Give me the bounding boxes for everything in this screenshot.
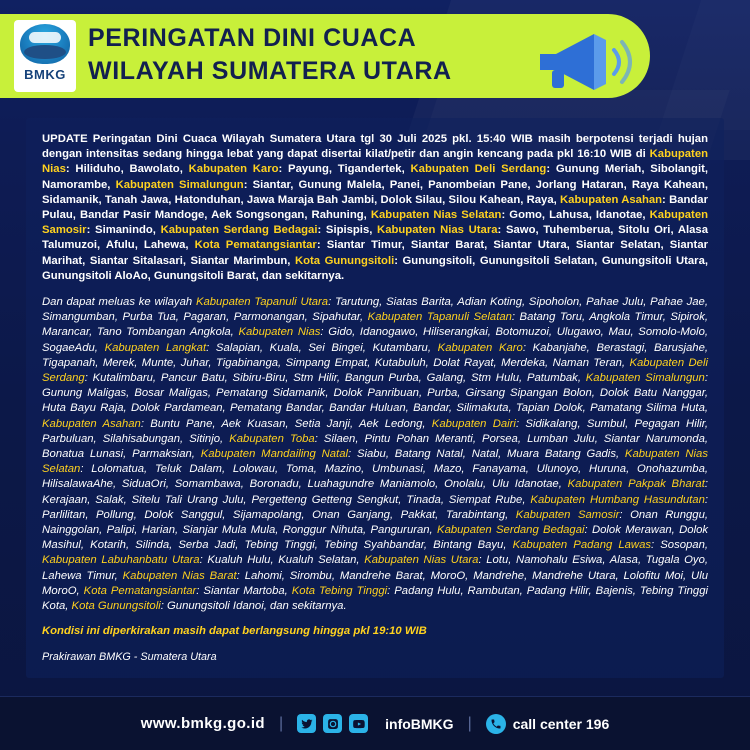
body-text: : Sawo, Tuhemberua, Sitolu Ori, Alasa Talumuzoi, Afulu, Lahewa, [42, 224, 708, 252]
social-icons-group [297, 714, 368, 733]
twitter-icon[interactable] [297, 714, 316, 733]
call-center-group [486, 714, 610, 734]
body-text: : Kabanjahe, Berastagi, Barusjahe, Tigapanah, Merek, Munte, Juhar, Tigabinanga, Simpang Empat, Kutabuluh, Dolat Rayat, Merdeka, Naman Teran, [42, 341, 709, 369]
body-text: : Sidikalang, Sumbul, Pegagan Hilir, Parbuluan, Silahisabungan, Sitinjo, [42, 417, 709, 445]
body-text: : Gunungsitoli, Gunungsitoli Selatan, Gunungsitoli Utara, Gunungsitoli AloAo, Gunungsitoli Barat, dan sekitarnya. [42, 254, 709, 282]
body-text: : Kerajaan, Salak, Sitelu Tali Urang Julu, Pergetteng Getteng Sengkut, Tinada, Siempat Rube, [42, 478, 708, 506]
footer-divider-1: | [278, 714, 284, 732]
body-text: : Lotu, Namohalu Esiwa, Alasa, Tugala Oyo, Lahewa Timur, [42, 554, 708, 582]
poster-header [0, 0, 750, 110]
region-highlight: Kabupaten Tapanuli Utara [195, 296, 329, 309]
body-text: : Padang Hulu, Rambutan, Padang Hilir, Bajenis, Tebing Tinggi Kota, [42, 584, 709, 613]
region-highlight: Kabupaten Langkat [104, 341, 207, 354]
region-highlight: Kabupaten Dairi [431, 417, 516, 430]
bmkg-logo [14, 20, 76, 92]
region-highlight: Kabupaten Toba [229, 432, 315, 445]
region-highlight: Kabupaten Labuhanbatu Utara [42, 554, 200, 567]
region-highlight: Kabupaten Simalungun [585, 372, 705, 385]
title-line-2: WILAYAH SUMATERA UTARA [88, 57, 452, 85]
bmkg-logo-text: BMKG [24, 67, 66, 82]
bmkg-emblem-icon [20, 24, 70, 64]
body-text: : Simanindo, [86, 224, 161, 237]
body-text: : Gunung Meriah, Sibolangit, Namorambe, [42, 163, 708, 191]
body-text: : Gomo, Lahusa, Idanotae, [501, 209, 650, 222]
region-highlight: Kabupaten Nias [238, 326, 321, 339]
region-highlight: Kabupaten Asahan [42, 417, 141, 430]
region-highlight: Kabupaten Nias Utara [364, 554, 479, 567]
body-text: : Buntu Pane, Aek Kuasan, Setia Janji, Aek Ledong, [140, 417, 432, 430]
body-text: : Siantar Martoba, [196, 584, 292, 597]
footer-website[interactable]: www.bmkg.go.id [140, 715, 265, 732]
region-highlight: Kabupaten Samosir [515, 508, 620, 521]
poster-footer [0, 696, 750, 750]
region-highlight: Kabupaten Nias Selatan [370, 209, 502, 222]
region-highlight: Kabupaten Nias Utara [377, 224, 498, 237]
body-text: Dan dapat meluas ke wilayah [42, 296, 196, 309]
warning-paragraph-2 [42, 295, 708, 614]
region-highlight: Kabupaten Asahan [560, 193, 663, 206]
body-text: : Sipispis, [317, 224, 378, 237]
region-highlight: Kabupaten Serdang Bedagai [437, 524, 585, 537]
region-highlight: Kabupaten Padang Lawas [512, 539, 652, 552]
body-text: : Hiliduho, Bawolato, [65, 163, 189, 176]
body-text: : Gido, Idanogawo, Hiliserangkai, Botomuzoi, Ulugawo, Mau, Somolo-Molo, SogaeAdu, [42, 326, 708, 354]
region-highlight: Kabupaten Karo [437, 341, 523, 354]
body-text: : Sosopan, [651, 539, 708, 552]
body-text: : Bandar Pulau, Bandar Pasir Mandoge, Aek Songsongan, Rahuning, [42, 193, 708, 222]
body-text: : Gunung Maligas, Bosar Maligas, Pematang Sidamanik, Dolok Panribuan, Purba, Girsang Sipangan Bolon, Dolok Batu Nanggar, Huta Bayu Raja, Dolok Pardamean, Pematang Bandar, Bandar Huluan, Bandar, Silimakuta, Tapian Dolok, Pamatang Silima Huta, [42, 372, 708, 415]
body-text: : Onan Runggu, Nainggolan, Palipi, Harian, Sianjar Mula Mula, Ronggur Nihuta, Pangururan, [42, 508, 708, 537]
region-highlight: Kabupaten Nias Selatan [42, 448, 708, 476]
forecaster-signature: Prakirawan BMKG - Sumatera Utara [42, 651, 217, 664]
title-line-1: PERINGATAN DINI CUACA [88, 24, 417, 52]
region-highlight: Kabupaten Pakpak Bharat [567, 478, 705, 491]
body-text: : Tarutung, Siatas Barita, Adian Koting, Sipoholon, Pahae Julu, Pahae Jae, Simangumban, Purba Tua, Pagaran, Parmonangan, Sipahutar, [42, 296, 708, 324]
megaphone-icon [522, 20, 642, 100]
region-highlight: Kabupaten Deli Serdang [410, 163, 547, 176]
instagram-icon[interactable] [323, 714, 342, 733]
region-highlight: Kabupaten Deli Serdang [42, 356, 708, 385]
body-text: UPDATE Peringatan Dini Cuaca Wilayah Sumatera Utara tgl 30 Juli 2025 pkl. 15:40 WIB masih berpotensi terjadi hujan dengan intensitas sedang hingga lebat yang dapat disertai kilat/petir dan angin kencang pada pkl 16:10 WIB di [42, 133, 708, 161]
warning-content-panel [26, 118, 724, 678]
region-highlight: Kabupaten Mandailing Natal [200, 448, 348, 461]
body-text: : Batang Toru, Angkola Timur, Sipirok, Marancar, Tano Tombangan Angkola, [42, 311, 708, 339]
body-text: : Lahomi, Sirombu, Mandrehe Barat, MoroO, Mandrehe, Mandrehe Utara, Lolofitu Moi, Ulu MoroO, [42, 569, 709, 597]
region-highlight: Kabupaten Karo [188, 163, 279, 176]
warning-closing-note: Kondisi ini diperkirakan masih dapat berlangsung hingga pkl 19:10 WIB [42, 625, 427, 638]
body-text: : Dolok Merawan, Dolok Masihul, Kotarih, Silinda, Serba Jadi, Tebing Tinggi, Tebing Syahbandar, Bintang Bayu, [42, 524, 709, 552]
region-highlight: Kabupaten Humbang Hasundutan [530, 493, 705, 506]
footer-divider-2: | [467, 714, 472, 732]
region-highlight: Kota Pematangsiantar [83, 584, 197, 597]
body-text: : Silaen, Pintu Pohan Meranti, Porsea, Lumban Julu, Siantar Narumonda, Bonatua Lunasi, Parmaksian, [42, 432, 708, 461]
body-text: : Siabu, Batang Natal, Natal, Muara Batang Gadis, [348, 448, 625, 461]
footer-social-handle[interactable]: infoBMKG [385, 715, 454, 732]
body-text: : Lolomatua, Teluk Dalam, Lolowau, Toma, Mazino, Umbunasi, Mazo, Fanayama, Ulunoyo, Huruna, Onohazumba, HilisalawaAhe, SiduaOri, Somambawa, Boronadu, Luahagundre Maniamolo, Onolalu, Ulu Idanotae, [42, 463, 708, 491]
body-text: : Kutalimbaru, Pancur Batu, Sibiru-Biru, Stm Hilir, Bangun Purba, Galang, Stm Hulu, Patumbak, [84, 372, 586, 385]
body-text: : Siantar, Gunung Malela, Panei, Panombeian Pane, Jorlang Hataran, Raya Kahean, Sidamanik, Tanah Jawa, Hatonduhan, Jawa Maraja Bah Jambi, Dolok Silau, Silou Kahean, Raya, [42, 178, 708, 206]
region-highlight: Kabupaten Nias Barat [122, 569, 237, 582]
youtube-icon[interactable] [349, 714, 368, 733]
body-text: : Parlilitan, Pollung, Dolok Sanggul, Sijamapolang, Onan Ganjang, Pakkat, Tarabintang, [42, 493, 709, 521]
region-highlight: Kota Pematangsiantar [194, 239, 317, 252]
body-text: : Kualuh Hulu, Kualuh Selatan, [199, 554, 365, 567]
call-center-label: call center 196 [512, 715, 610, 732]
body-text: : Salapian, Kuala, Sei Bingei, Kutambaru, [206, 341, 438, 354]
body-text: : Gunungsitoli Idanoi, dan sekitarnya. [160, 600, 347, 613]
region-highlight: Kota Gunungsitoli [71, 600, 161, 613]
region-highlight: Kota Gunungsitoli [294, 254, 395, 267]
region-highlight: Kabupaten Serdang Bedagai [160, 224, 318, 237]
warning-paragraph-1 [42, 132, 708, 284]
region-highlight: Kabupaten Tapanuli Selatan [367, 311, 512, 324]
body-text: : Payung, Tigandertek, [278, 163, 411, 176]
region-highlight: Kabupaten Nias [42, 148, 708, 176]
body-text: : Siantar Timur, Siantar Barat, Siantar Utara, Siantar Selatan, Siantar Marihat, Siantar Sitalasari, Siantar Marimbun, [42, 239, 708, 267]
region-highlight: Kabupaten Simalungun [115, 178, 244, 191]
region-highlight: Kabupaten Samosir [42, 209, 708, 237]
region-highlight: Kota Tebing Tinggi [291, 584, 388, 597]
phone-icon [486, 714, 506, 734]
